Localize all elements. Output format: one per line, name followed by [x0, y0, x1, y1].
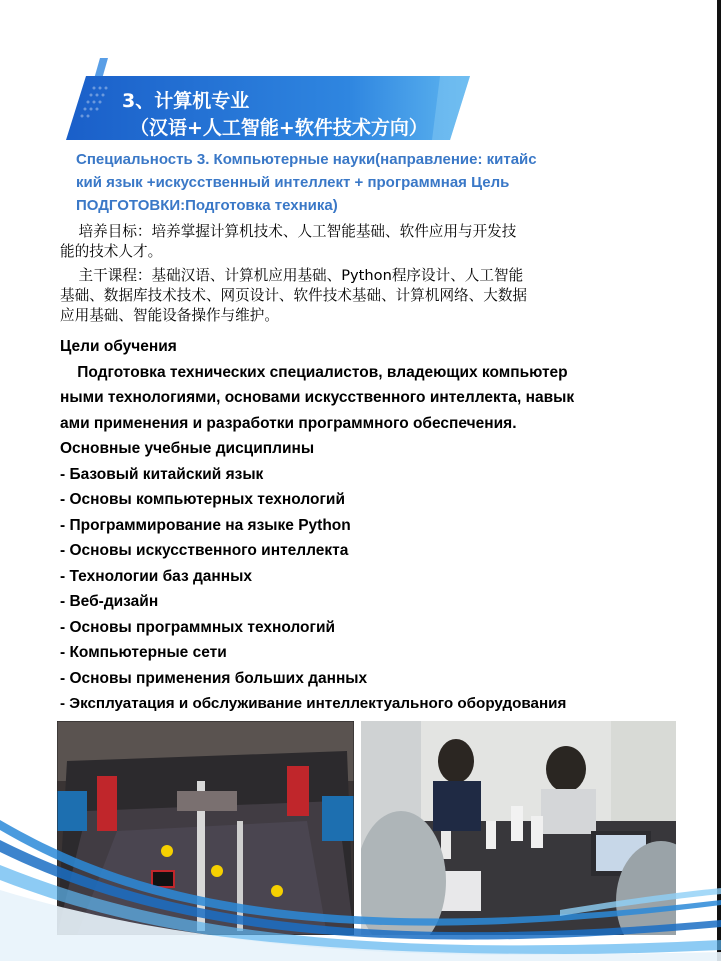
heading-line: Специальность 3. Компьютерные науки(направление: китайс [76, 151, 537, 168]
discipline-item: - Технологии баз данных [60, 568, 253, 585]
heading-line: ПОДГОТОВКИ:Подготовка техника) [76, 197, 338, 214]
discipline-item: - Основы программных технологий [60, 619, 336, 636]
discipline-item: - Программирование на языке Python [60, 517, 351, 534]
discipline-item: - Основы искусственного интеллекта [60, 542, 349, 559]
decorative-wave [0, 780, 721, 961]
goals-line: ными технологиями, основами искусственного интеллекта, навык [60, 389, 575, 406]
section-banner [60, 58, 480, 144]
discipline-item: - Эксплуатация и обслуживание интеллектуального оборудования [60, 695, 567, 712]
goals-title: Цели обучения [60, 338, 177, 355]
goals-line: Подготовка технических специалистов, владеющих компьютер [60, 364, 568, 381]
goal-line: 能的技术人才。 [60, 243, 163, 260]
courses-line: 应用基础、智能设备操作与维护。 [60, 307, 279, 324]
discipline-item: - Базовый китайский язык [60, 466, 264, 483]
discipline-item: - Веб-дизайн [60, 593, 159, 610]
courses-line: 基础、数据库技术技术、网页设计、软件技术基础、计算机网络、大数据 [60, 287, 528, 304]
goal-line: 培养目标：培养掌握计算机技术、人工智能基础、软件应用与开发技 [60, 223, 517, 240]
discipline-item: - Компьютерные сети [60, 644, 227, 661]
banner-title: 3、计算机专业 [122, 90, 250, 112]
heading-line: кий язык +искусственный интеллект + программная Цель [76, 174, 510, 191]
banner-subtitle: （汉语+人工智能+软件技术方向） [130, 117, 428, 139]
training-goal-cn [60, 222, 690, 262]
goals-line: ами применения и разработки программного обеспечения. [60, 415, 517, 432]
specialty-heading-ru [76, 148, 676, 217]
courses-line: 主干课程：基础汉语、计算机应用基础、Python程序设计、人工智能 [60, 267, 524, 284]
disciplines-title: Основные учебные дисциплины [60, 440, 315, 457]
main-courses-cn [60, 266, 690, 326]
discipline-item: - Основы компьютерных технологий [60, 491, 345, 508]
discipline-item: - Основы применения больших данных [60, 670, 368, 687]
